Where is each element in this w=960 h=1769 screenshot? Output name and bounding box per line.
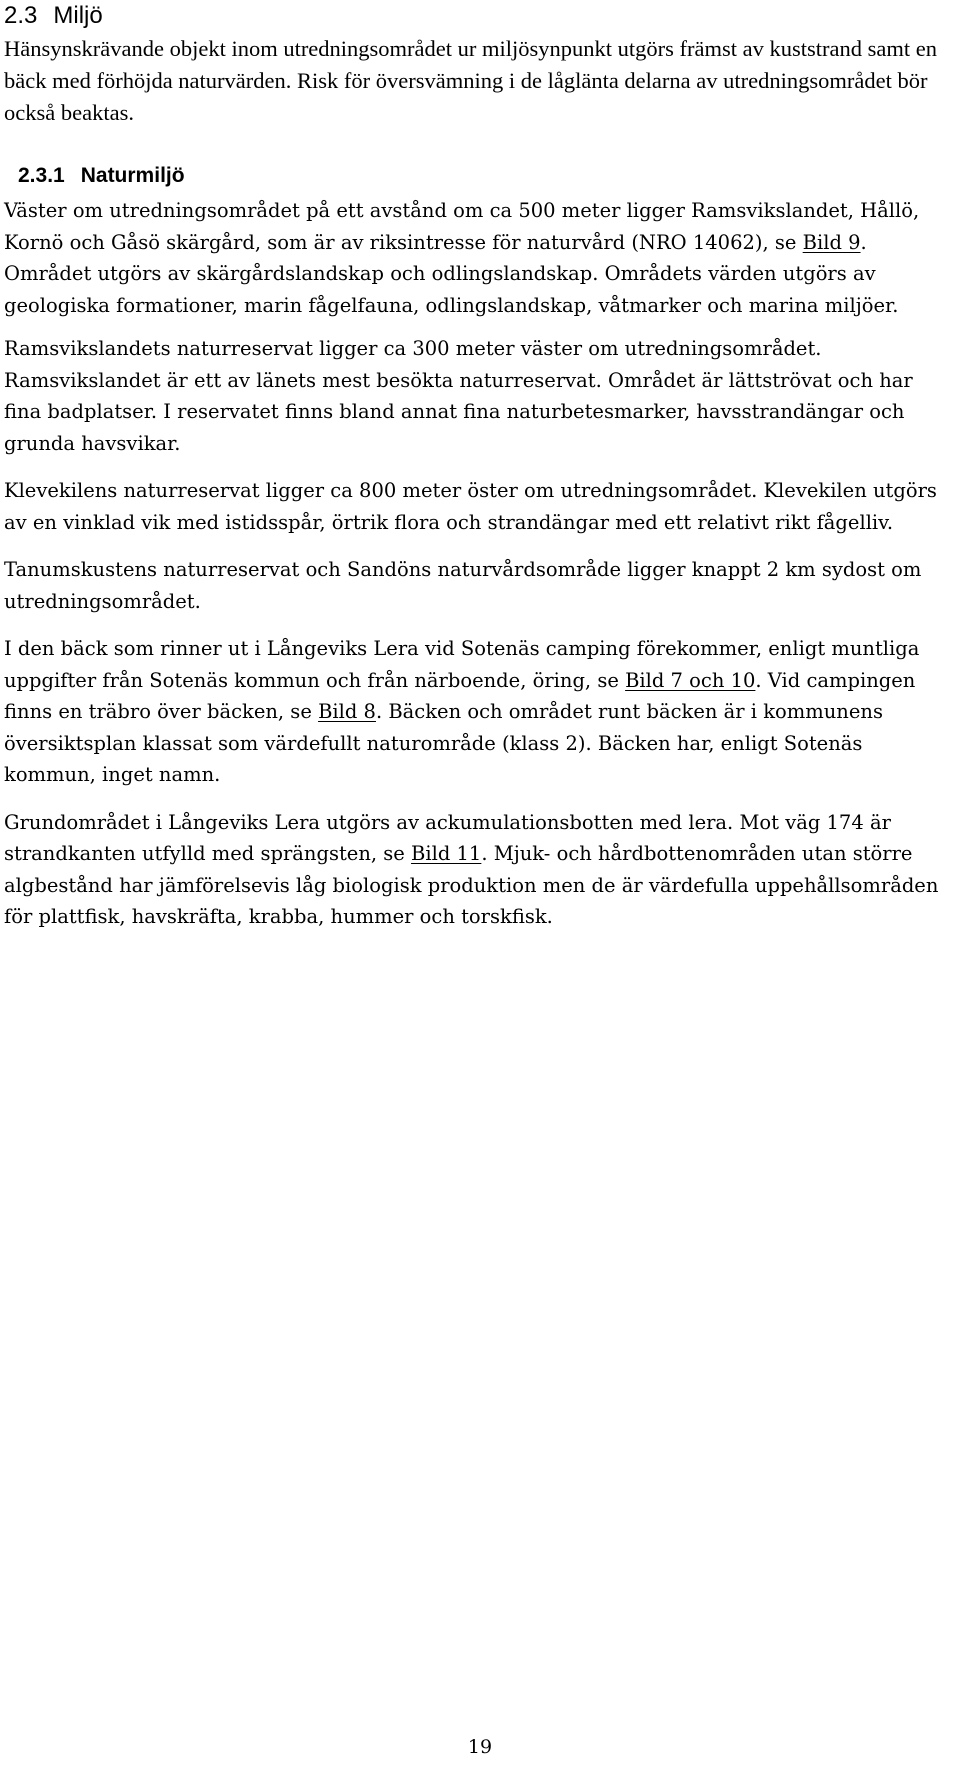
section-intro bbox=[4, 33, 954, 129]
figure-ref-bild-8[interactable]: Bild 8 bbox=[318, 700, 376, 723]
paragraph-ramsvikslandet: Ramsvikslandets naturreservat ligger ca 300 meter väster om utredningsområdet. Ramsvikslandet är ett av länets mest besökta naturreservat. Området är lättströvat och har fina badplatser. I reservatet finns bland annat fina naturbetesmarker, havsstrandängar och grunda havsvikar. bbox=[4, 337, 913, 455]
paragraph-klevekilen: Klevekilens naturreservat ligger ca 800 meter öster om utredningsområdet. Klevekilen utgörs av en vinklad vik med istidsspår, örtrik flora och strandängar med ett relativt rikt fågelliv. bbox=[4, 479, 937, 534]
figure-ref-bild-11[interactable]: Bild 11 bbox=[411, 842, 482, 865]
text-run: Grundområdet i Långeviks Lera utgörs av ackumulationsbotten med lera. Mot väg 174 är strandkanten utfylld med sprängsten, se bbox=[4, 810, 891, 865]
intro-paragraph: Hänsynskrävande objekt inom utredningsområdet ur miljösynpunkt utgörs främst av kuststrand samt en bäck med förhöjda naturvärden. Risk för översvämning i de låglänta delarna av utredningsområdet bör också beaktas. bbox=[4, 36, 937, 125]
page-number: 19 bbox=[467, 1736, 493, 1758]
paragraph-grundomradet bbox=[4, 807, 956, 933]
subsection-heading bbox=[18, 162, 185, 190]
text-run: I den bäck som rinner ut i Långeviks Lera vid Sotenäs camping förekommer, enligt muntliga uppgifter från Sotenäs kommun och från närboende, öring, se bbox=[4, 637, 920, 692]
text-run: Väster om utredningsområdet på ett avstånd om ca 500 meter ligger Ramsvikslandet, Hållö, Kornö och Gåsö skärgård, som är av riksintresse för naturvård (NRO 14062), se bbox=[4, 199, 920, 254]
paragraph-back bbox=[4, 633, 956, 791]
text-run: . Mjuk- och hårdbottenområden utan större algbestånd har jämförelsevis låg biologisk produktion men de är värdefulla uppehållsområden för plattfisk, havskräfta, krabba, hummer och torskfisk. bbox=[4, 842, 939, 928]
section-heading bbox=[4, 2, 103, 30]
paragraph-tanumskusten: Tanumskustens naturreservat och Sandöns naturvårdsområde ligger knappt 2 km sydost om utredningsområdet. bbox=[4, 558, 922, 613]
figure-ref-bild-9[interactable]: Bild 9 bbox=[802, 230, 861, 254]
text-run: . Bäcken och området runt bäcken är i kommunens översiktsplan klassat som värdefullt naturområde (klass 2). Bäcken har, enligt Sotenäs kommun, inget namn. bbox=[4, 700, 883, 786]
section-number: 2.3 bbox=[4, 2, 38, 29]
figure-ref-bild-7-10[interactable]: Bild 7 och 10 bbox=[625, 668, 756, 692]
body-text bbox=[4, 195, 956, 949]
subsection-number: 2.3.1 bbox=[18, 164, 65, 187]
text-run: . Området utgörs av skärgårdslandskap och odlingslandskap. Områdets värden utgörs av geologiska formationer, marin fågelfauna, odlingslandskap, våtmarker och marina miljöer. bbox=[4, 230, 899, 317]
paragraph-naturvard bbox=[4, 195, 956, 321]
text-run: . Vid campingen finns en träbro över bäcken, se bbox=[4, 668, 916, 723]
subsection-title: Naturmiljö bbox=[80, 164, 185, 187]
section-title: Miljö bbox=[53, 2, 103, 29]
